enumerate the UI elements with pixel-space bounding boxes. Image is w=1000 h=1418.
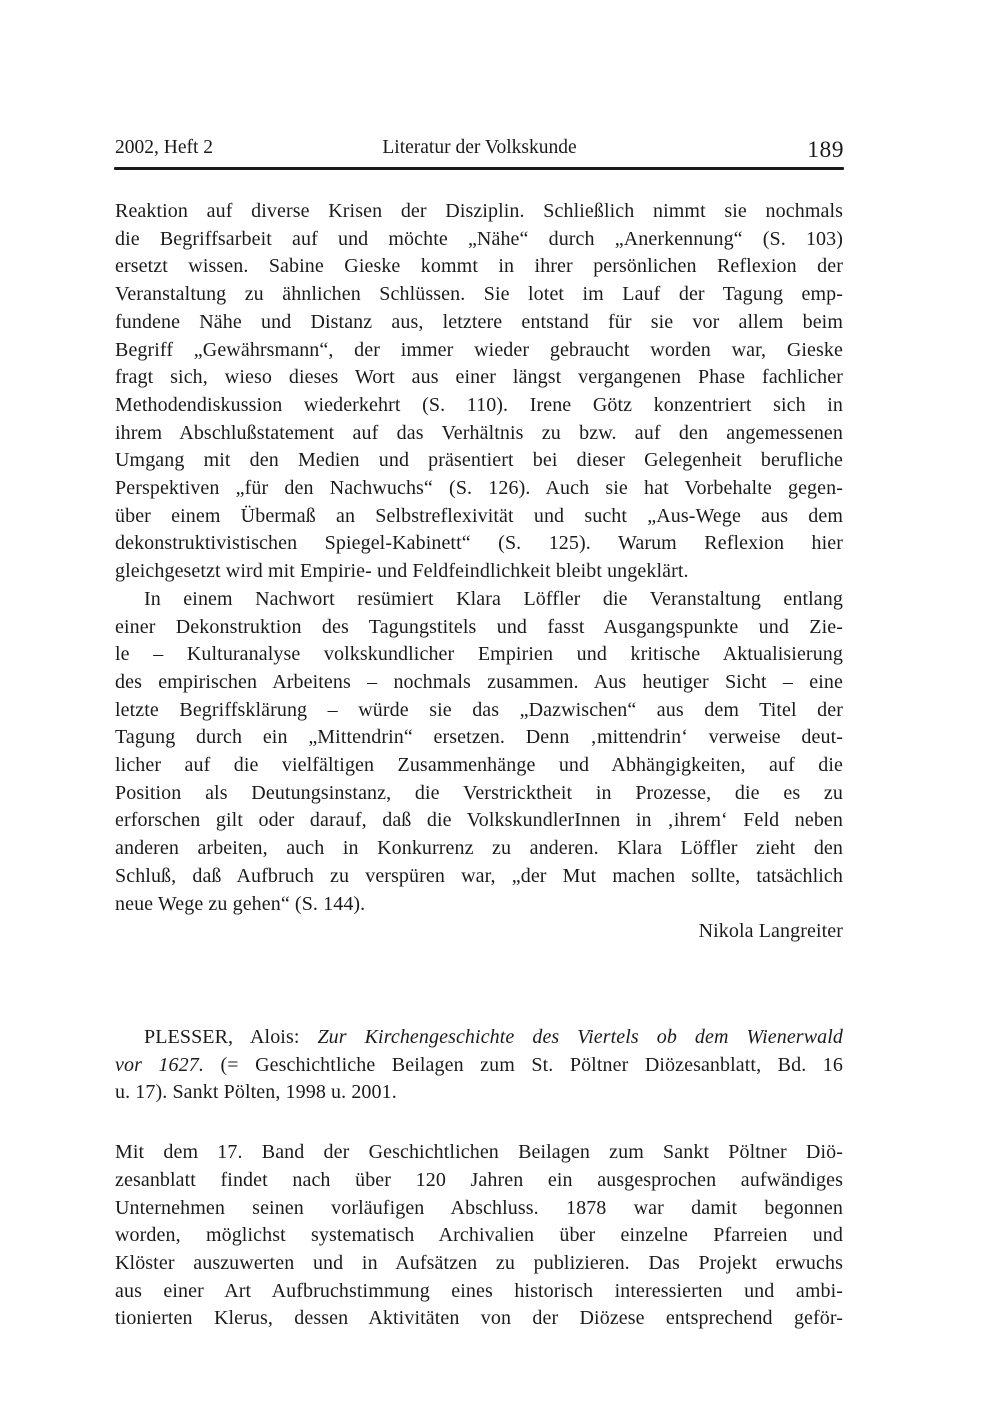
text-segment: fundene Nähe und Distanz aus, letztere entstand für sie vor allem beim [115,310,843,333]
text-segment-italic: vor 1627. [115,1053,204,1076]
text-segment: Tagung durch ein „Mittendrin“ ersetzen. Denn ‚mittendrin‘ verweise deut- [115,726,843,749]
text-line [115,198,843,226]
text-line [115,1250,843,1278]
text-segment: In einem Nachwort resümiert Klara Löffler die Veranstaltung entlang [144,587,843,610]
text-segment: einer Dekonstruktion des Tagungstitels und fasst Ausgangspunkte und Zie- [115,615,843,638]
text-line [115,226,843,254]
text-segment: neue Wege zu gehen“ (S. 144). [115,892,366,915]
text-line [115,475,843,503]
text-line [115,447,843,475]
text-line [115,1305,843,1333]
text-line [115,835,843,863]
text-segment-italic: Zur Kirchengeschichte des Viertels ob dem Wienerwald [317,1025,843,1048]
text-line [115,697,843,725]
text-segment: tionierten Klerus, dessen Aktivitäten von der Diözese entsprechend geför- [115,1307,843,1330]
text-line [115,724,843,752]
text-line [115,1167,843,1195]
text-line [115,1052,843,1080]
text-line [115,780,843,808]
text-segment: Schluß, daß Aufbruch zu verspüren war, „der Mut machen sollte, tatsächlich [115,864,843,887]
text-segment: Mit dem 17. Band der Geschichtlichen Beilagen zum Sankt Pöltner Diö- [115,1141,843,1164]
header-journal-title: Literatur der Volkskunde [382,137,577,158]
text-segment: Nikola Langreiter [698,920,843,943]
text-segment: Reaktion auf diverse Krisen der Disziplin. Schließlich nimmt sie nochmals [115,200,843,222]
header-issue: 2002, Heft 2 [115,137,214,158]
text-line [115,1079,843,1107]
review2-paragraph [115,1139,843,1333]
text-line [115,614,843,642]
text-line [115,641,843,669]
header-rule [114,167,844,170]
text-line [115,1139,843,1167]
signature [115,918,843,946]
text-line [115,420,843,448]
text-segment: Methodendiskussion wiederkehrt (S. 110). Irene Götz konzentriert sich in [115,393,843,416]
text-line [115,863,843,891]
text-segment: (= Geschichtliche Beilagen zum St. Pöltner Diözesanblatt, Bd. 16 [203,1053,843,1076]
text-segment: Umgang mit den Medien und präsentiert bei dieser Gelegenheit berufliche [115,449,843,472]
text-segment: Klöster auszuwerten und in Aufsätzen zu publizieren. Das Projekt erwuchs [115,1251,843,1274]
review1-paragraph-1 [115,198,843,586]
text-line [115,1278,843,1306]
text-segment: Position als Deutungsinstanz, die Verstricktheit in Prozesse, die es zu [115,781,843,804]
text-segment: Perspektiven „für den Nachwuchs“ (S. 126). Auch sie hat Vorbehalte gegen- [115,477,843,500]
text-line [115,503,843,531]
text-segment: letzte Begriffsklärung – würde sie das „Dazwischen“ aus dem Titel der [115,698,843,721]
text-segment: gleichgesetzt wird mit Empirie- und Feldfeindlichkeit bleibt ungeklärt. [115,560,689,583]
text-segment: u. 17). Sankt Pölten, 1998 u. 2001. [115,1081,397,1104]
text-line [115,918,843,946]
page-header [115,135,844,161]
text-segment: erforschen gilt oder darauf, daß die VolkskundlerInnen in ‚ihrem‘ Feld neben [115,809,843,832]
text-segment: aus einer Art Aufbruchstimmung eines historisch interessierten und ambi- [115,1279,843,1302]
text-segment: ihrem Abschlußstatement auf das Verhältnis zu bzw. auf den angemessenen [115,421,843,444]
text-line [115,586,843,614]
text-segment: worden, möglichst systematisch Archivalien über einzelne Pfarreien und [115,1224,843,1247]
text-line [115,530,843,558]
text-segment: Begriff „Gewährsmann“, der immer wieder gebraucht worden war, Gieske [115,338,843,361]
text-segment: anderen arbeiten, auch in Konkurrenz zu anderen. Klara Löffler zieht den [115,837,843,860]
text-line [115,752,843,780]
text-line [115,669,843,697]
text-line [115,891,843,919]
text-line [115,364,843,392]
text-line [115,807,843,835]
text-line [115,1195,843,1223]
text-segment: le – Kulturanalyse volkskundlicher Empirien und kritische Aktualisierung [115,643,843,666]
text-line [115,281,843,309]
text-line [115,1222,843,1250]
text-segment: ersetzt wissen. Sabine Gieske kommt in ihrer persönlichen Reflexion der [115,255,843,278]
citation [115,1024,843,1107]
text-segment: dekonstruktivistischen Spiegel-Kabinett“ (S. 125). Warum Reflexion hier [115,532,843,555]
text-segment: des empirischen Arbeitens – nochmals zusammen. Aus heutiger Sicht – eine [115,670,843,693]
text-line [115,392,843,420]
text-segment: fragt sich, wieso dieses Wort aus einer längst vergangenen Phase fachlicher [115,366,843,389]
text-line [115,558,843,586]
header-page-number: 189 [807,137,844,163]
text-segment: die Begriffsarbeit auf und möchte „Nähe“ durch „Anerkennung“ (S. 103) [115,227,843,250]
review1-paragraph-2 [115,586,843,918]
text-segment: über einem Übermaß an Selbstreflexivität und sucht „Aus-Wege aus dem [115,504,843,527]
text-column [115,198,843,1333]
text-segment: zesanblatt findet nach über 120 Jahren ein ausgesprochen aufwändiges [115,1168,843,1191]
text-line [115,337,843,365]
text-line [115,1024,843,1052]
text-line [115,253,843,281]
text-segment: PLESSER, Alois: [144,1025,318,1048]
text-line [115,309,843,337]
text-segment: Veranstaltung zu ähnlichen Schlüssen. Sie lotet im Lauf der Tagung emp- [115,283,843,306]
text-segment: licher auf die vielfältigen Zusammenhänge und Abhängigkeiten, auf die [115,754,843,777]
text-segment: Unternehmen seinen vorläufigen Abschluss. 1878 war damit begonnen [115,1196,843,1219]
